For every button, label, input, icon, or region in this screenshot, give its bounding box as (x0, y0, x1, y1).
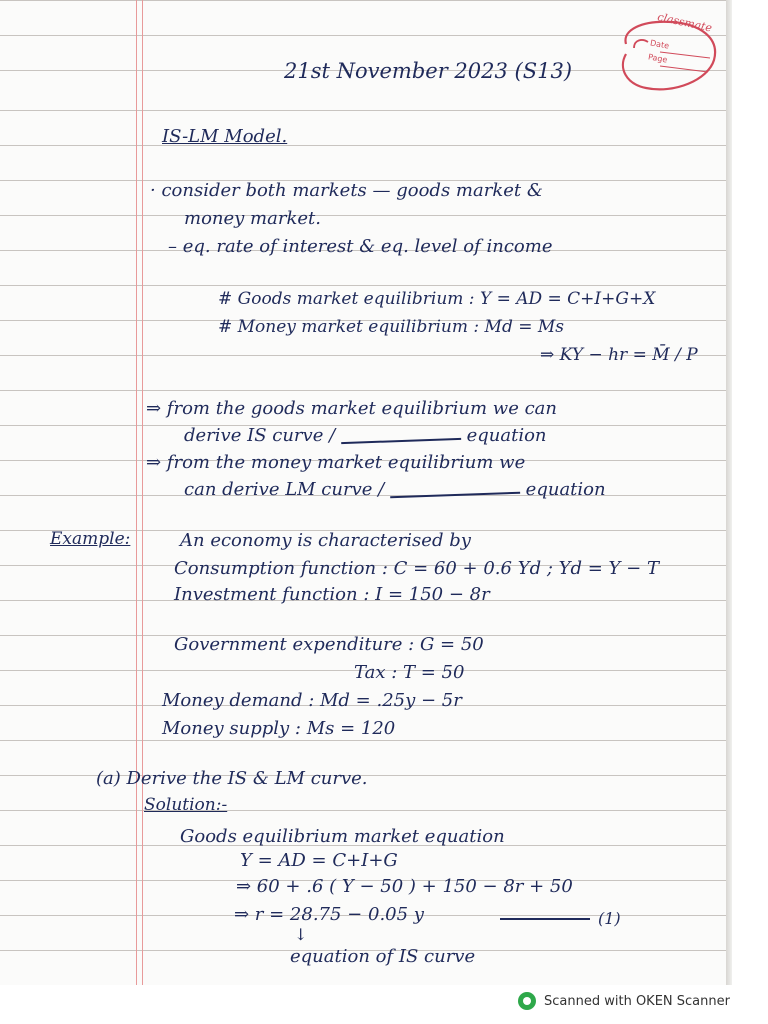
oken-scanner-logo-icon (518, 992, 536, 1010)
note-title: IS-LM Model. (162, 126, 288, 147)
derive-lm-line2 (184, 479, 606, 501)
derive-is-line2 (184, 425, 547, 447)
derive-lm-equation: equation (525, 479, 606, 500)
stamp-date-label: Date (649, 38, 670, 51)
page-edge (726, 0, 732, 985)
example-money-demand: Money demand : Md = .25y − 5r (162, 690, 462, 711)
goods-market-equation: # Goods market equilibrium : Y = AD = C+I+G+X (218, 289, 656, 309)
solution-is-result: ⇒ r = 28.75 − 0.05 y (234, 904, 424, 925)
scanner-watermark (518, 990, 730, 1012)
stamp-brand: classmate (656, 10, 714, 35)
equation-tag: (1) (598, 909, 621, 928)
classmate-stamp (612, 8, 724, 96)
scanner-watermark-text: Scanned with OKEN Scanner (544, 993, 730, 1009)
example-government: Government expenditure : G = 50 (174, 634, 484, 655)
down-arrow: ↓ (294, 925, 308, 944)
margin-line-left (136, 0, 137, 985)
solution-is-label: equation of IS curve (290, 946, 476, 967)
date-heading: 21st November 2023 (S13) (284, 59, 573, 83)
example-money-supply: Money supply : Ms = 120 (162, 718, 396, 739)
example-line-1: An economy is characterised by (180, 530, 471, 551)
equation-tag-line (500, 918, 590, 920)
money-market-equation-2: ⇒ KY − hr = M̄ / P (540, 345, 698, 365)
bullet-both-markets: · consider both markets — goods market & (150, 180, 543, 201)
struck-out-scribble (390, 482, 520, 499)
bullet-money-market: money market. (184, 208, 321, 229)
example-label: Example: (50, 529, 131, 549)
derive-is-equation: equation (466, 425, 547, 446)
solution-substitution: ⇒ 60 + .6 ( Y − 50 ) + 150 − 8r + 50 (236, 876, 573, 897)
derive-lm-line1: ⇒ from the money market equilibrium we (146, 452, 526, 473)
solution-ad: Y = AD = C+I+G (240, 850, 398, 871)
derive-lm-text: can derive LM curve / (184, 479, 385, 500)
bullet-equilibrium: – eq. rate of interest & eq. level of income (168, 236, 553, 257)
part-a-question: (a) Derive the IS & LM curve. (96, 768, 368, 789)
money-market-equation: # Money market equilibrium : Md = Ms (218, 317, 565, 337)
example-tax: Tax : T = 50 (354, 662, 465, 683)
example-consumption: Consumption function : C = 60 + 0.6 Yd ; Yd = Y − T (174, 558, 659, 579)
derive-is-text: derive IS curve / (184, 425, 336, 446)
solution-goods-eq: Goods equilibrium market equation (180, 826, 505, 847)
derive-is-line1: ⇒ from the goods market equilibrium we can (146, 398, 557, 419)
margin-line-right (142, 0, 143, 985)
solution-label: Solution:- (144, 795, 228, 815)
example-investment: Investment function : I = 150 − 8r (174, 584, 490, 605)
struck-out-scribble (341, 428, 461, 444)
stamp-page-label: Page (647, 52, 669, 65)
